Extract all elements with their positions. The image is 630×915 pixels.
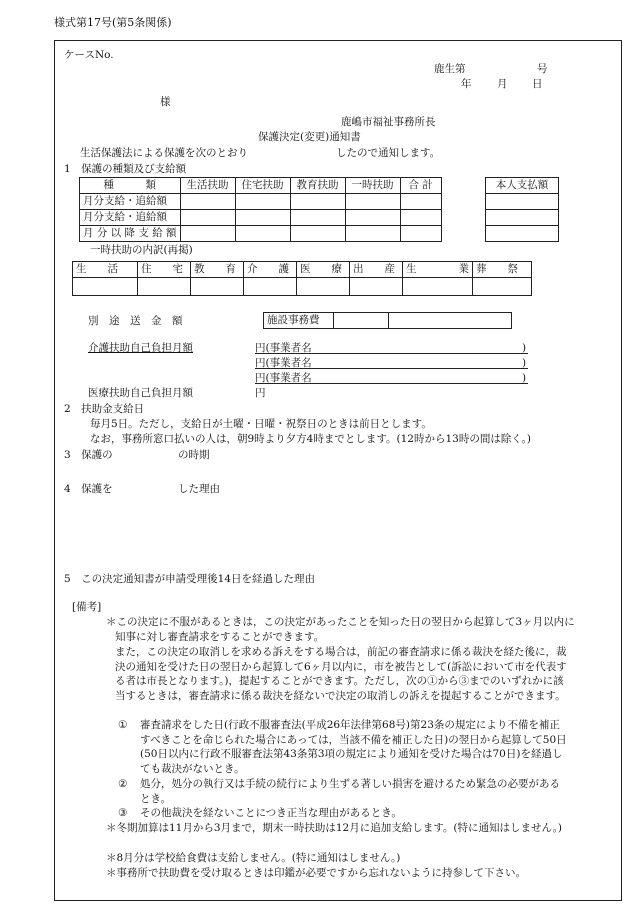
cell: [290, 210, 345, 226]
breakdown-funeral: 葬 祭: [473, 262, 532, 278]
item-3-text: その他裁決を経ないことにつき正当な理由があるとき。: [140, 807, 402, 819]
item-2-text: 処分，処分の執行又は手続の続行により生ずる著しい損害を避けるため緊急の必要があるとき。: [140, 778, 560, 805]
intro-left: 生活保護法による保護を次のとおり: [80, 147, 248, 159]
cell: [345, 194, 400, 210]
section-1-heading: 1 保護の種類及び支給額: [64, 163, 187, 175]
cell: [389, 313, 512, 329]
date-year: 年: [461, 78, 472, 90]
care-provider-line-3: 円(事業者名: [255, 372, 312, 384]
cell: [350, 278, 403, 296]
cell: [403, 278, 473, 296]
self-pay-table: [485, 177, 559, 242]
payment-day-line-1: 毎月5日。ただし，支給日が土曜・日曜・祝祭日のときは前日とします。: [90, 418, 432, 430]
cell: [486, 226, 559, 242]
column-total: 合 計: [400, 178, 441, 194]
intro-right: したので通知します。: [336, 147, 441, 159]
cell: [473, 278, 532, 296]
note-winter: ＊冬期加算は11月から3月まで，期末一時扶助は12月に追加支給します。(特に通知はしません。): [106, 822, 562, 834]
breakdown-title: 一時扶助の内訳(再掲): [90, 244, 193, 256]
cell: [345, 210, 400, 226]
column-temporary: 一時扶助: [345, 178, 400, 194]
item-1-text: 審査請求をした日(行政不服審査法(平成26年法律第68号)第23条の規定により不備を補正すべきことを命じられた場合にあっては，当該不備を補正した日)の翌日から起算して50日(50日以内に行政不服審査法第43条第3項の規定により通知を受けた場合は70日)を経過しても裁決がないとき。: [140, 719, 567, 775]
section-4-right: した理由: [178, 483, 220, 495]
row-label-3: 月 分 以 降 支 給 額: [80, 226, 181, 242]
form-id: 様式第17号(第5条関係): [54, 16, 172, 29]
row-label-1: 月分支給・追給額: [80, 194, 181, 210]
addressee-suffix: 様: [160, 96, 171, 108]
date-day: 日: [532, 78, 543, 90]
cell: [334, 313, 389, 329]
breakdown-education: 教 育: [191, 262, 244, 278]
facility-cost-table: [263, 312, 512, 329]
cell: [244, 278, 297, 296]
cell: [345, 226, 400, 242]
breakdown-occupation: 生 業: [403, 262, 473, 278]
note-august: ＊8月分は学校給食費は支給しません。(特に通知はしません。): [106, 852, 401, 864]
self-pay-header: 本人支払額: [486, 178, 559, 194]
facility-cost-label: 施設事務費: [264, 313, 334, 329]
cell: [486, 210, 559, 226]
document-title: 保護決定(変更)通知書: [258, 131, 361, 143]
column-living: 生活扶助: [180, 178, 235, 194]
cell: [235, 194, 290, 210]
breakdown-birth: 出 産: [350, 262, 403, 278]
cell: [290, 194, 345, 210]
close-paren-3: ): [522, 372, 527, 384]
document-number-suffix: 号: [537, 63, 548, 75]
remarks-lawsuit: また，この決定の取消しを求める訴えをする場合は，前記の審査請求に係る裁決を経た後に，裁決の通知を受けた日の翌日から起算して6ヶ月以内に，市を被告として(訴訟において市を代表する者は市長となります。)，提起することができます。ただし，次の①から③までのいずれかに該当するときは，審査請求に係る裁決を経ないで決定の取消しの訴えを提起することができます。: [115, 646, 567, 702]
breakdown-medical: 医 療: [297, 262, 350, 278]
cell: [235, 226, 290, 242]
item-1-mark: ①: [118, 719, 128, 731]
cell: [180, 194, 235, 210]
medical-copay-yen: 円: [255, 387, 266, 399]
payment-day-line-2: なお，事務所窓口払いの人は，朝9時より夕方4時までとします。(12時から13時の間は除く。): [90, 433, 531, 445]
breakdown-living: 生 活: [73, 262, 138, 278]
cell: [235, 210, 290, 226]
care-provider-line-1: 円(事業者名: [255, 342, 312, 354]
document-number-prefix: 鹿生第: [434, 63, 466, 75]
close-paren-1: ): [522, 342, 527, 354]
cell: [400, 210, 441, 226]
column-education: 教育扶助: [290, 178, 345, 194]
issuer-name: 鹿嶋市福祉事務所長: [341, 116, 436, 128]
cell: [297, 278, 350, 296]
column-housing: 住宅扶助: [235, 178, 290, 194]
remarks-appeal: ＊この決定に不服があるときは，この決定があったことを知った日の翌日から起算して3ヶ月以内に知事に対し審査請求をすることができます。: [106, 616, 575, 643]
section-3-right: の時期: [178, 449, 210, 461]
cell: [180, 226, 235, 242]
date-month: 月: [497, 78, 508, 90]
medical-copay-label: 医療扶助自己負担月額: [88, 387, 193, 399]
cell: [400, 226, 441, 242]
cell: [400, 194, 441, 210]
care-provider-line-2: 円(事業者名: [255, 357, 312, 369]
section-4-left: 4 保護を: [64, 483, 113, 495]
cell: [138, 278, 191, 296]
breakdown-care: 介 護: [244, 262, 297, 278]
underline: [255, 353, 528, 354]
type-header: 種 類: [80, 178, 181, 194]
note-seal: ＊事務所で扶助費を受け取るときは印鑑が必要ですから忘れないように持参して下さい。: [106, 867, 526, 879]
cell: [191, 278, 244, 296]
close-paren-2: ): [522, 357, 527, 369]
row-label-2: 月分支給・追給額: [80, 210, 181, 226]
breakdown-table: [72, 261, 532, 296]
item-3-mark: ③: [118, 807, 128, 819]
section-3-left: 3 保護の: [64, 449, 113, 461]
support-amount-table: [79, 177, 442, 242]
breakdown-housing: 住 宅: [138, 262, 191, 278]
remittance-label: 別 途 送 金 額: [88, 315, 183, 327]
cell: [290, 226, 345, 242]
underline: [255, 368, 528, 369]
section-5-heading: 5 この決定通知書が申請受理後14日を経過した理由: [64, 573, 316, 585]
cell: [486, 194, 559, 210]
case-number-label: ケースNo.: [64, 49, 114, 61]
cell: [73, 278, 138, 296]
item-2-mark: ②: [118, 778, 128, 790]
underline: [255, 383, 528, 384]
cell: [180, 210, 235, 226]
section-2-heading: 2 扶助金支給日: [64, 403, 145, 415]
care-copay-label: 介護扶助自己負担月額: [88, 342, 193, 354]
remarks-title: [備考]: [72, 601, 102, 613]
